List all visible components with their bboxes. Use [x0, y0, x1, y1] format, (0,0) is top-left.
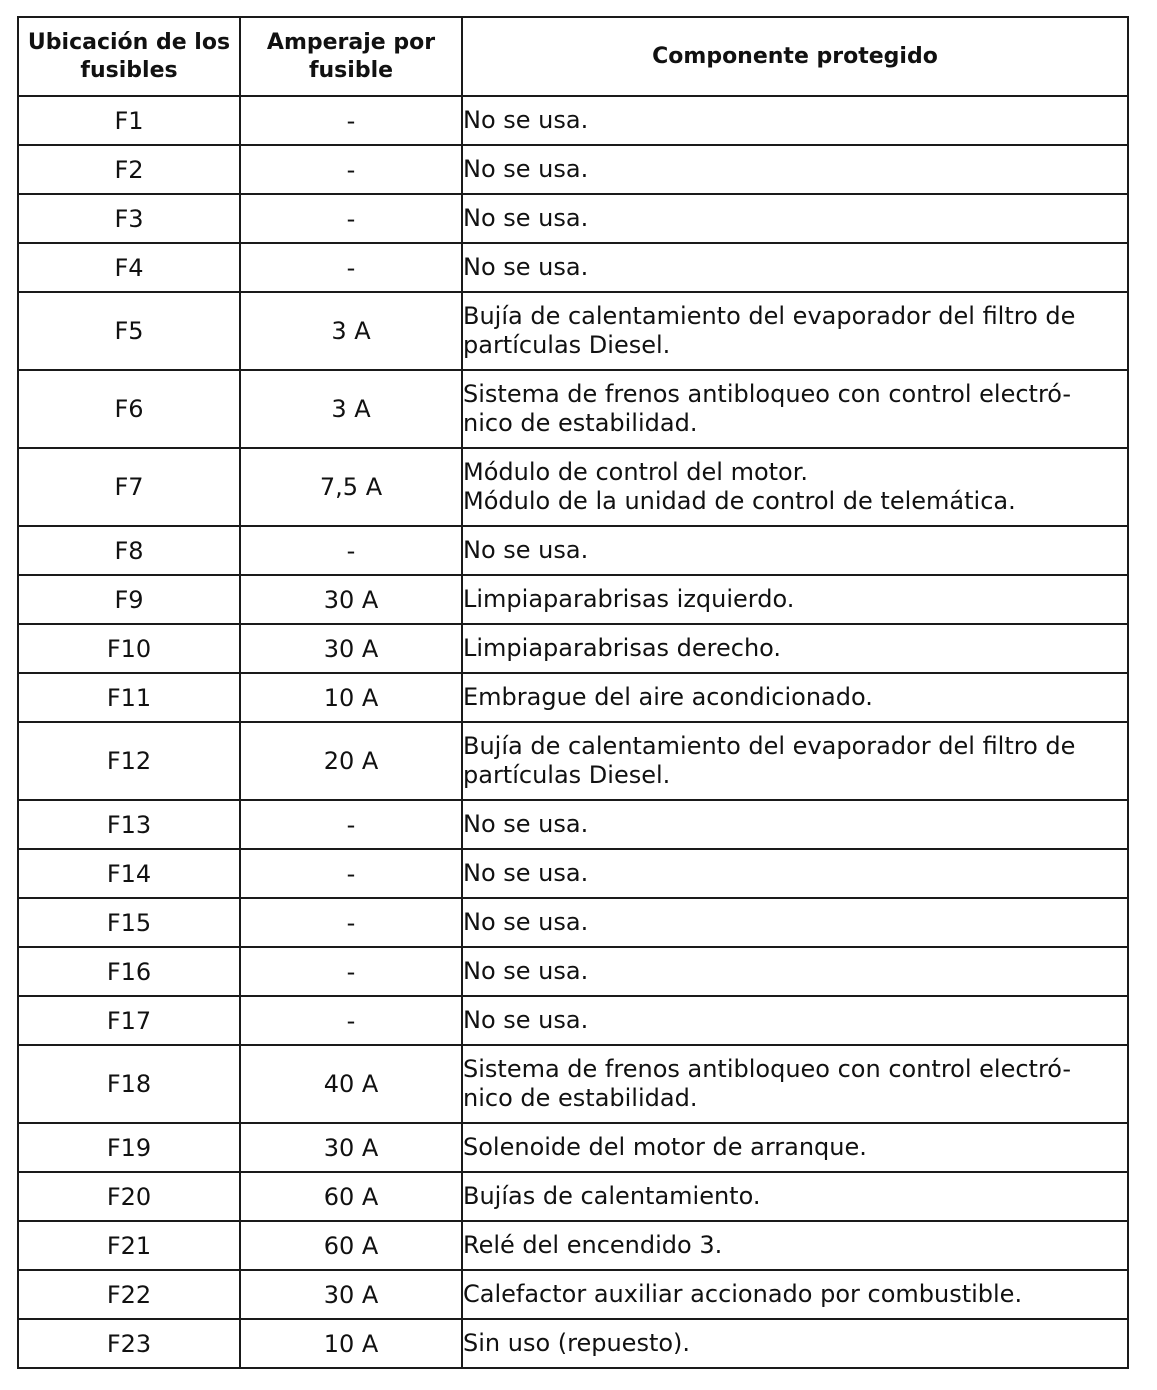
component-text-line: Sistema de frenos antibloqueo con control electró-: [463, 380, 1072, 408]
component-text-line: No se usa.: [463, 536, 589, 564]
protected-component-cell: [462, 243, 1128, 292]
component-text-line: Sistema de frenos antibloqueo con control electró-: [463, 1055, 1072, 1083]
protected-component-cell: [462, 1319, 1128, 1368]
component-text-line: No se usa.: [463, 106, 589, 134]
component-text-line: nico de estabilidad.: [463, 1084, 698, 1112]
fuse-amperage-cell: -: [240, 849, 462, 898]
fuse-amperage-cell: 3 A: [240, 370, 462, 448]
fuse-amperage-cell: 30 A: [240, 1123, 462, 1172]
table-row: [18, 1045, 1128, 1123]
table-row: [18, 292, 1128, 370]
component-text-line: No se usa.: [463, 1006, 589, 1034]
protected-component-cell: [462, 1270, 1128, 1319]
component-text-line: Bujía de calentamiento del evaporador del filtro de: [463, 302, 1076, 330]
protected-component-cell: [462, 370, 1128, 448]
fuse-location-cell: F9: [18, 575, 240, 624]
table-row: [18, 243, 1128, 292]
protected-component-cell: [462, 1045, 1128, 1123]
component-text-line: Módulo de control del motor.: [463, 458, 809, 486]
component-text-line: No se usa.: [463, 253, 589, 281]
table-row: [18, 448, 1128, 526]
fuse-location-cell: F15: [18, 898, 240, 947]
fuse-amperage-cell: -: [240, 194, 462, 243]
table-row: [18, 947, 1128, 996]
protected-component-cell: [462, 898, 1128, 947]
fuse-amperage-cell: 40 A: [240, 1045, 462, 1123]
table-row: [18, 1270, 1128, 1319]
protected-component-cell: [462, 292, 1128, 370]
protected-component-cell: [462, 194, 1128, 243]
table-row: [18, 96, 1128, 145]
component-text-line: Limpiaparabrisas derecho.: [463, 634, 782, 662]
component-text-line: No se usa.: [463, 155, 589, 183]
table-row: [18, 1319, 1128, 1368]
protected-component-cell: [462, 624, 1128, 673]
table-row: [18, 722, 1128, 800]
fuse-location-cell: F19: [18, 1123, 240, 1172]
fuse-amperage-cell: 10 A: [240, 673, 462, 722]
fuse-location-cell: F3: [18, 194, 240, 243]
table-row: [18, 370, 1128, 448]
fuse-location-cell: F14: [18, 849, 240, 898]
fuse-location-cell: F6: [18, 370, 240, 448]
fuse-location-cell: F21: [18, 1221, 240, 1270]
fuse-location-cell: F1: [18, 96, 240, 145]
table-row: [18, 1221, 1128, 1270]
table-row: [18, 575, 1128, 624]
table-row: [18, 624, 1128, 673]
fuse-amperage-cell: -: [240, 96, 462, 145]
component-text-line: No se usa.: [463, 859, 589, 887]
fuse-location-cell: F8: [18, 526, 240, 575]
protected-component-cell: [462, 722, 1128, 800]
fuse-location-cell: F7: [18, 448, 240, 526]
protected-component-cell: [462, 849, 1128, 898]
protected-component-cell: [462, 448, 1128, 526]
fuse-amperage-cell: 60 A: [240, 1221, 462, 1270]
fuse-amperage-cell: -: [240, 145, 462, 194]
component-text-line: partículas Diesel.: [463, 331, 671, 359]
table-row: [18, 898, 1128, 947]
fuse-amperage-cell: -: [240, 996, 462, 1045]
fuse-location-cell: F11: [18, 673, 240, 722]
protected-component-cell: [462, 1172, 1128, 1221]
fuse-amperage-cell: 60 A: [240, 1172, 462, 1221]
fuse-amperage-cell: 7,5 A: [240, 448, 462, 526]
protected-component-cell: [462, 996, 1128, 1045]
component-text-line: partículas Diesel.: [463, 761, 671, 789]
fuse-location-cell: F12: [18, 722, 240, 800]
fuse-amperage-cell: -: [240, 800, 462, 849]
header-component: Componente protegido: [462, 17, 1128, 96]
header-location: Ubicación de los fusibles: [18, 17, 240, 96]
fuse-location-cell: F2: [18, 145, 240, 194]
fuse-location-cell: F22: [18, 1270, 240, 1319]
fuse-location-cell: F13: [18, 800, 240, 849]
table-row: [18, 849, 1128, 898]
header-amperage: Amperaje por fusible: [240, 17, 462, 96]
protected-component-cell: [462, 526, 1128, 575]
component-text-line: nico de estabilidad.: [463, 409, 698, 437]
table-row: [18, 194, 1128, 243]
protected-component-cell: [462, 800, 1128, 849]
component-text-line: Sin uso (repuesto).: [463, 1329, 691, 1357]
fuse-amperage-cell: 20 A: [240, 722, 462, 800]
fuse-table: [17, 16, 1129, 1369]
table-row: [18, 145, 1128, 194]
protected-component-cell: [462, 1123, 1128, 1172]
table-row: [18, 996, 1128, 1045]
table-row: [18, 800, 1128, 849]
fuse-amperage-cell: 10 A: [240, 1319, 462, 1368]
fuse-location-cell: F23: [18, 1319, 240, 1368]
fuse-amperage-cell: 30 A: [240, 1270, 462, 1319]
table-header-row: [18, 17, 1128, 96]
fuse-amperage-cell: -: [240, 898, 462, 947]
component-text-line: No se usa.: [463, 204, 589, 232]
table-body: [18, 96, 1128, 1368]
component-text-line: Calefactor auxiliar accionado por combustible.: [463, 1280, 1023, 1308]
fuse-location-cell: F10: [18, 624, 240, 673]
component-text-line: Solenoide del motor de arranque.: [463, 1133, 867, 1161]
table-row: [18, 1123, 1128, 1172]
protected-component-cell: [462, 947, 1128, 996]
component-text-line: Módulo de la unidad de control de telemática.: [463, 487, 1016, 515]
fuse-amperage-cell: 30 A: [240, 624, 462, 673]
fuse-location-cell: F18: [18, 1045, 240, 1123]
fuse-amperage-cell: -: [240, 243, 462, 292]
table-row: [18, 673, 1128, 722]
component-text-line: No se usa.: [463, 810, 589, 838]
fuse-location-cell: F4: [18, 243, 240, 292]
fuse-amperage-cell: -: [240, 526, 462, 575]
component-text-line: Bujías de calentamiento.: [463, 1182, 761, 1210]
component-text-line: Relé del encendido 3.: [463, 1231, 723, 1259]
protected-component-cell: [462, 575, 1128, 624]
table-row: [18, 1172, 1128, 1221]
component-text-line: Bujía de calentamiento del evaporador del filtro de: [463, 732, 1076, 760]
component-text-line: No se usa.: [463, 957, 589, 985]
protected-component-cell: [462, 673, 1128, 722]
protected-component-cell: [462, 1221, 1128, 1270]
protected-component-cell: [462, 96, 1128, 145]
fuse-location-cell: F20: [18, 1172, 240, 1221]
component-text-line: Limpiaparabrisas izquierdo.: [463, 585, 795, 613]
component-text-line: Embrague del aire acondicionado.: [463, 683, 873, 711]
fuse-location-cell: F5: [18, 292, 240, 370]
table-row: [18, 526, 1128, 575]
fuse-amperage-cell: 30 A: [240, 575, 462, 624]
fuse-amperage-cell: 3 A: [240, 292, 462, 370]
fuse-amperage-cell: -: [240, 947, 462, 996]
fuse-location-cell: F17: [18, 996, 240, 1045]
component-text-line: No se usa.: [463, 908, 589, 936]
fuse-location-cell: F16: [18, 947, 240, 996]
protected-component-cell: [462, 145, 1128, 194]
